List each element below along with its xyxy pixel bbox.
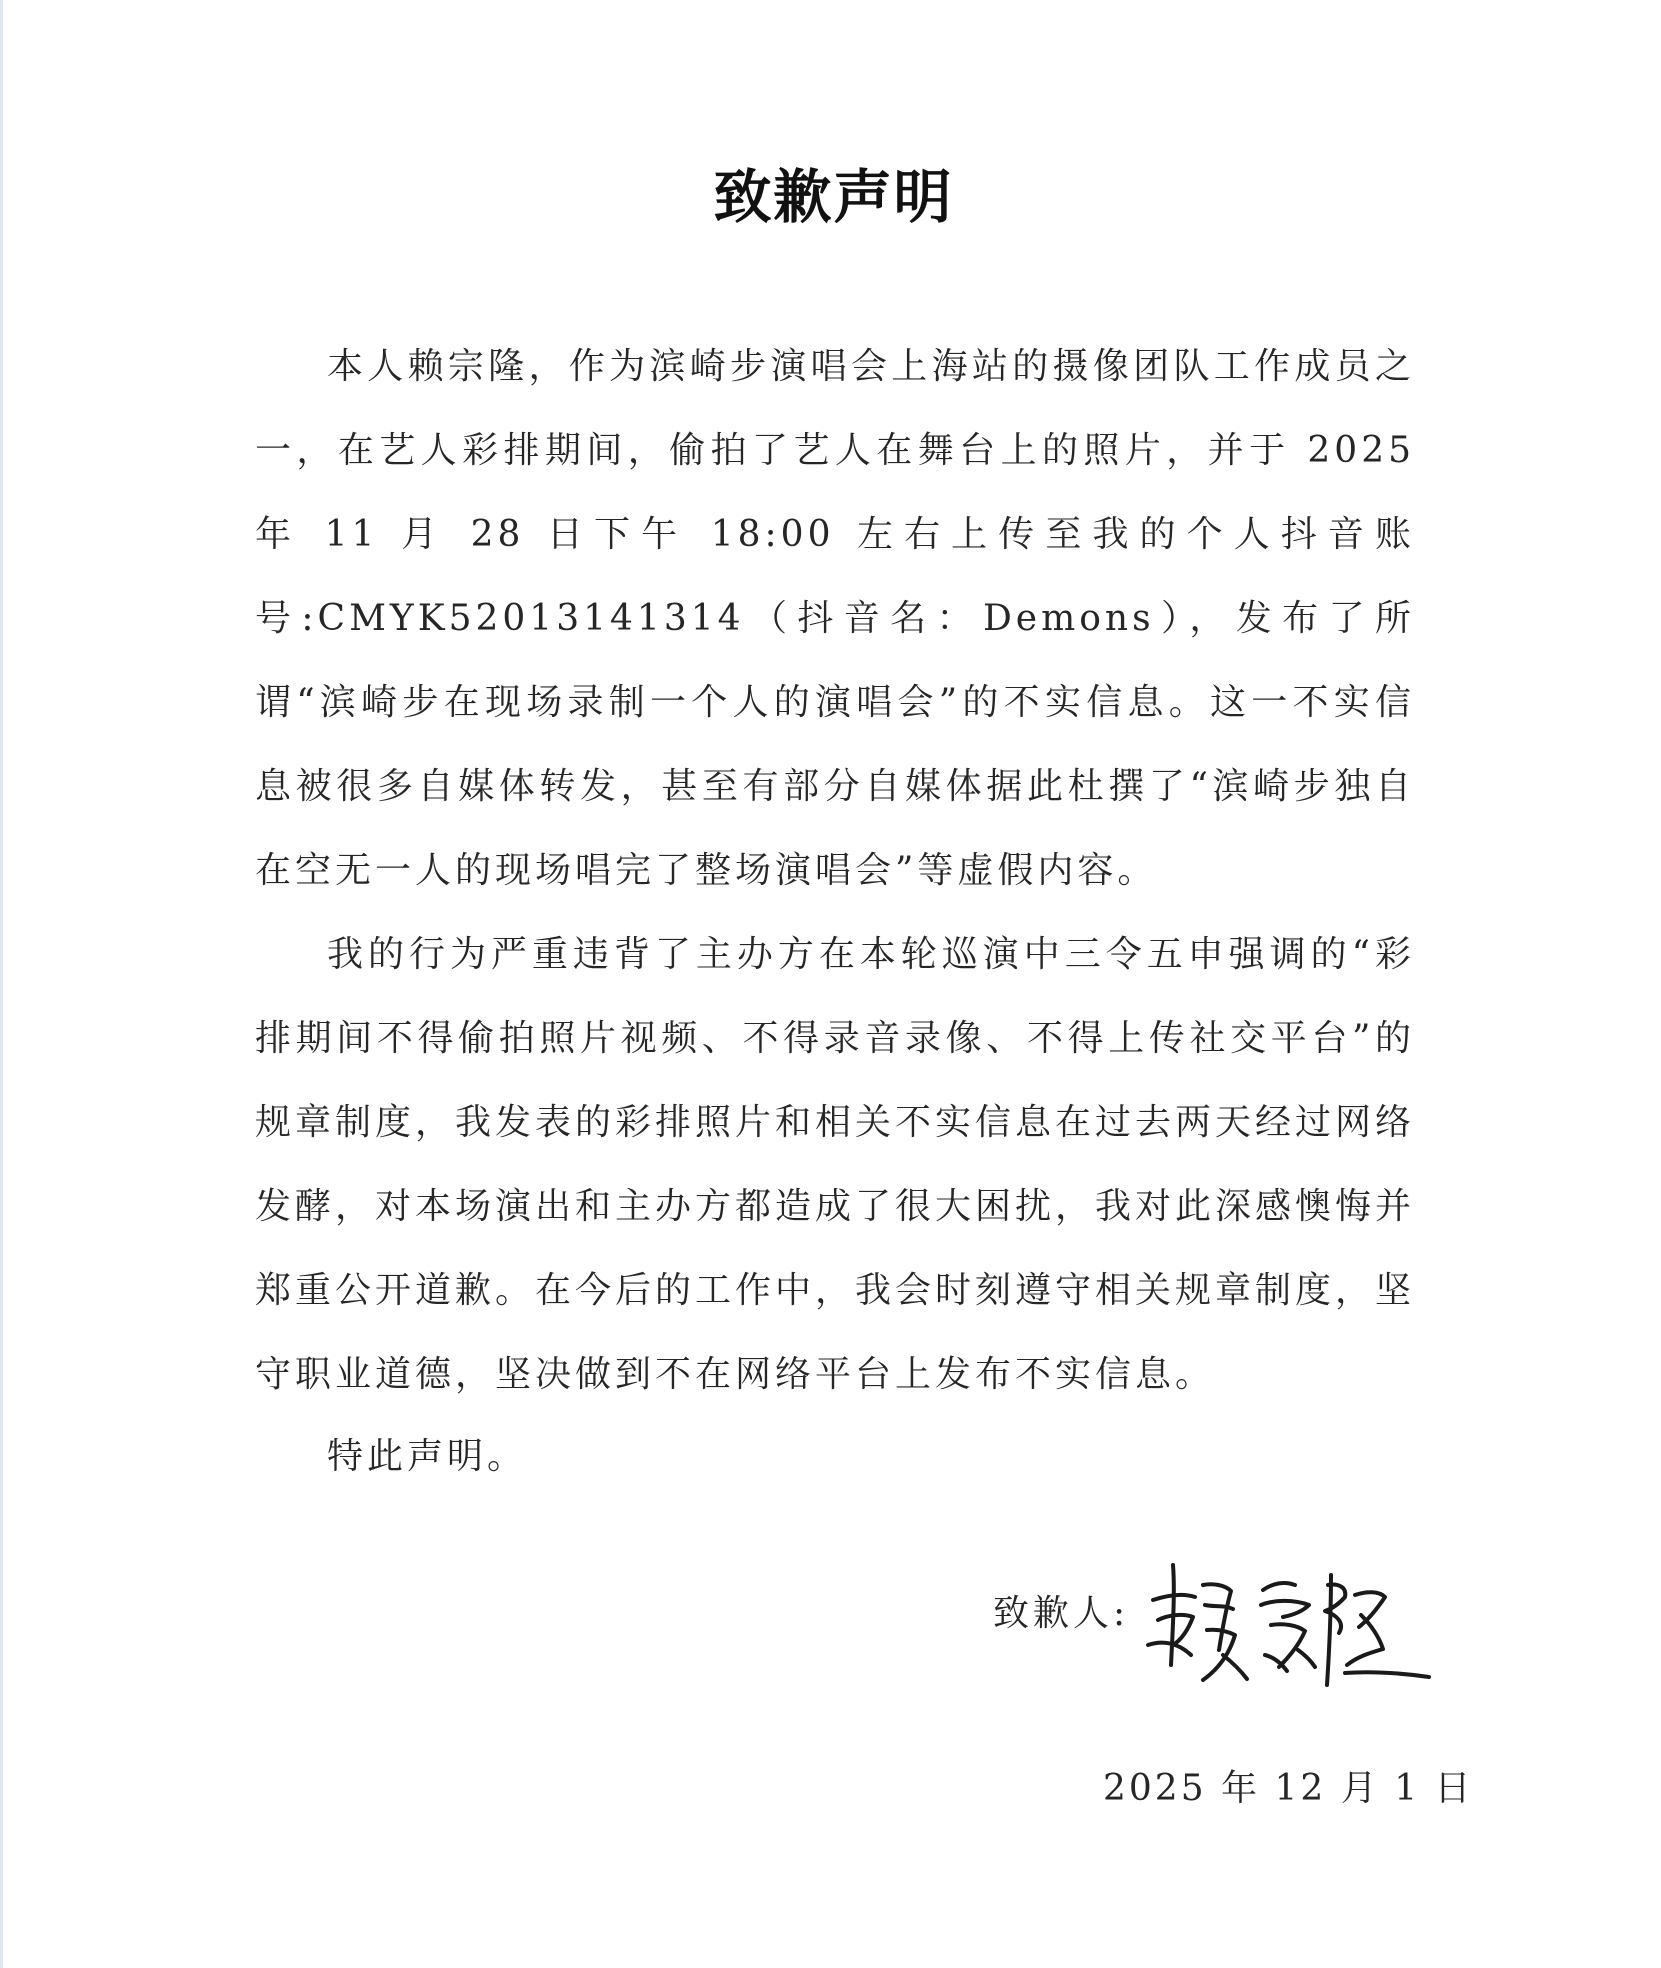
closing-line: 特此声明。 xyxy=(327,1436,528,1477)
statement-body xyxy=(255,325,1415,1417)
handwritten-signature xyxy=(1133,1545,1433,1695)
statement-paragraph-1: 本人赖宗隆，作为滨崎步演唱会上海站的摄像团队工作成员之一，在艺人彩排期间，偷拍了艺人在舞台上的照片，并于 2025 年 11 月 28 日下午 18:00 左右上传至我的个人抖音账号:CMYK52013141314（抖音名：Demons），发布了所谓“滨崎步在现场录制一个人的演唱会”的不实信息。这一不实信息被很多自媒体转发，甚至有部分自媒体据此杜撰了“滨崎步独自在空无一人的现场唱完了整场演唱会”等虚假内容。 xyxy=(255,346,1415,891)
statement-date: 2025 年 12 月 1 日 xyxy=(1103,1768,1474,1809)
statement-paragraph-2: 我的行为严重违背了主办方在本轮巡演中三令五申强调的“彩排期间不得偷拍照片视频、不得录音录像、不得上传社交平台”的规章制度，我发表的彩排照片和相关不实信息在过去两天经过网络发酵，对本场演出和主办方都造成了很大困扰，我对此深感懊悔并郑重公开道歉。在今后的工作中，我会时刻遵守相关规章制度，坚守职业道德，坚决做到不在网络平台上发布不实信息。 xyxy=(255,934,1416,1395)
signer-label: 致歉人: xyxy=(993,1593,1130,1634)
document-title: 致歉声明 xyxy=(713,163,954,231)
